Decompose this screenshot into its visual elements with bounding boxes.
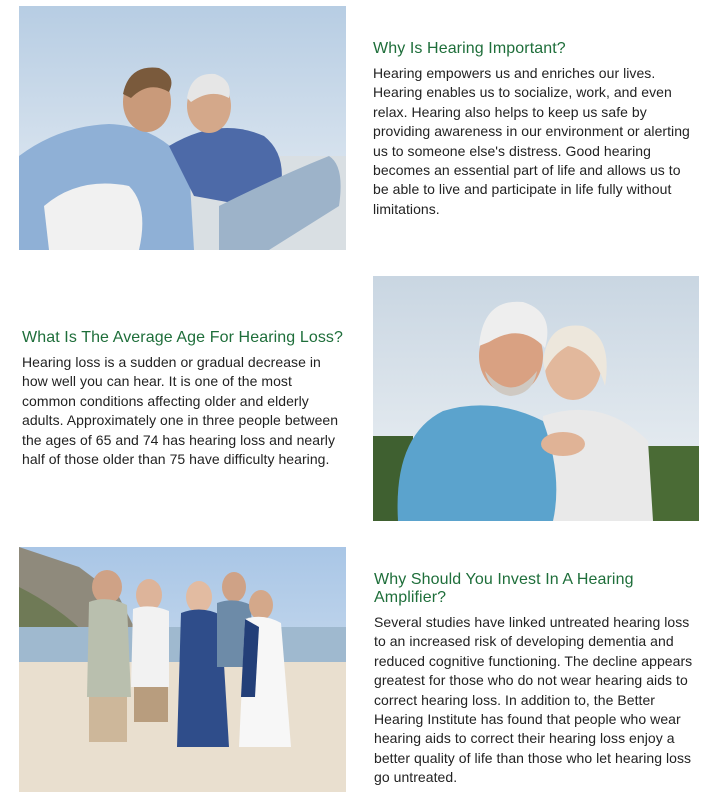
section-heading: Why Is Hearing Important? bbox=[373, 40, 566, 57]
section-heading: What Is The Average Age For Hearing Loss? bbox=[22, 329, 344, 346]
photo-elderly-couple-embracing bbox=[373, 276, 699, 521]
section-heading: Why Should You Invest In A Hearing Amplifier? bbox=[374, 571, 634, 606]
section-body: Hearing loss is a sudden or gradual decrease in how well you can hear. It is one of the most common conditions affecting older and elderly adults. Approximately one in three people between the ages of 65 and 74 has hearing loss and nearly half of those older than 75 have difficulty hearing. bbox=[22, 354, 339, 468]
section-average-age-hearing-loss bbox=[22, 329, 347, 469]
section-why-hearing-important bbox=[373, 40, 693, 219]
section-invest-hearing-amplifier bbox=[374, 571, 704, 788]
section-body: Hearing empowers us and enriches our lives. Hearing enables us to socialize, work, and even relax. Hearing also helps to keep us safe by providing awareness in our environment or alerting us to someone else's distress. Good hearing becomes an essential part of life and allows us to be able to live and participate in life fully without limitations. bbox=[373, 65, 690, 217]
photo-two-men-talking bbox=[19, 6, 346, 250]
photo-group-on-beach bbox=[19, 547, 346, 792]
section-body: Several studies have linked untreated hearing loss to an increased risk of developing dementia and reduced cognitive functioning. The decline appears greatest for those who do not wear hearing aids to correct hearing loss. In addition to, the Better Hearing Institute has found that people who wear hearing aids to correct their hearing loss enjoy a better quality of life than those who let hearing loss go untreated. bbox=[374, 614, 693, 786]
